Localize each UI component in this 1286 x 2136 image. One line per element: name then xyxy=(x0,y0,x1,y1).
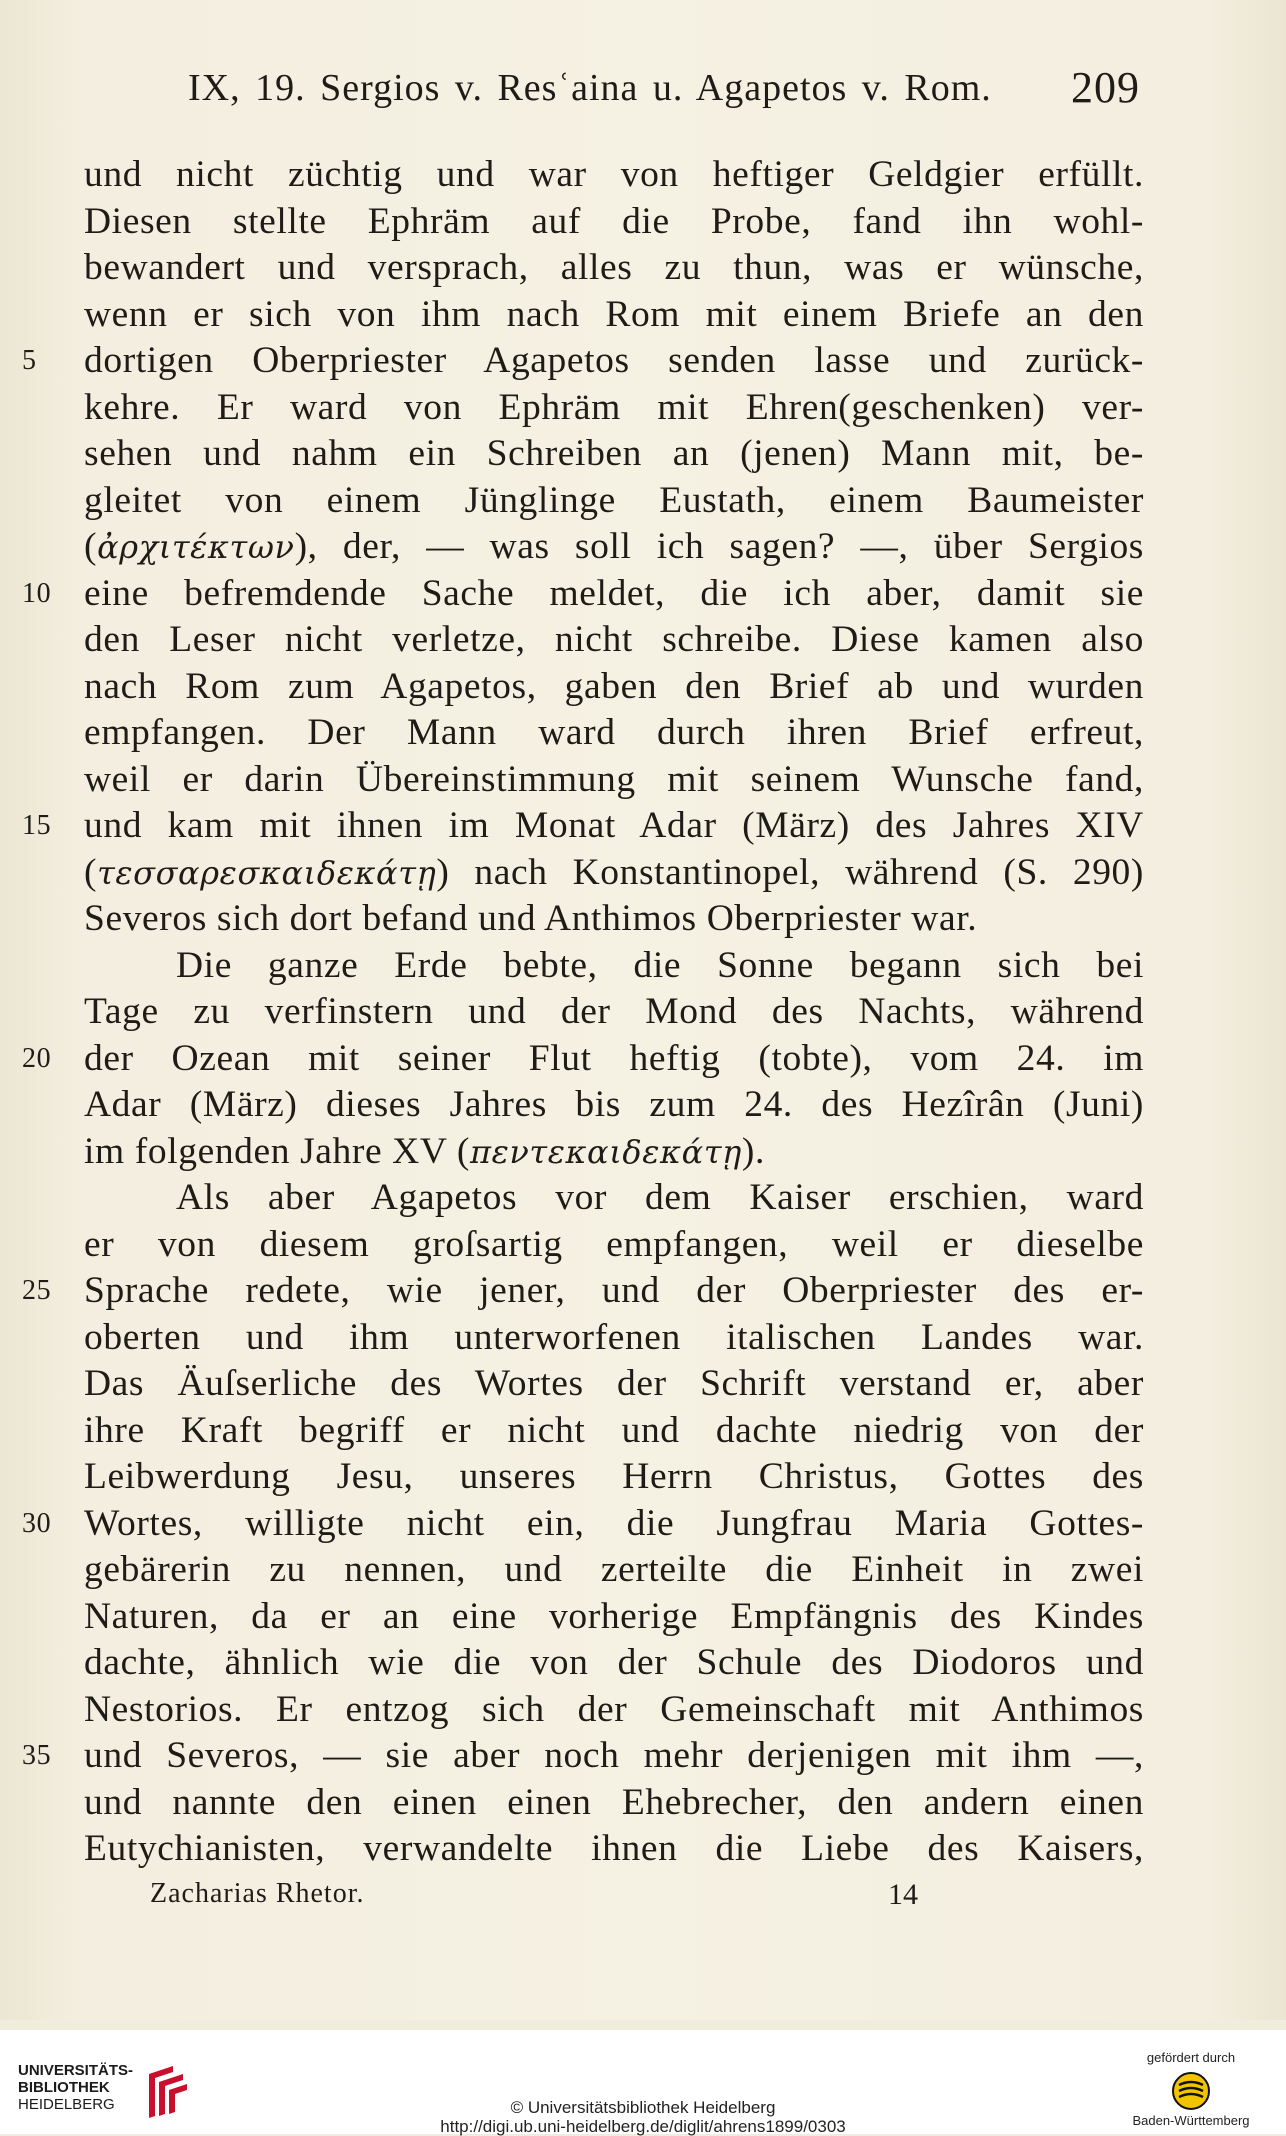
text-line xyxy=(22,1036,1144,1083)
line-text: Das Äuſserliche des Wortes der Schrift verstand er, aber xyxy=(84,1363,1144,1404)
line-text: Wortes, willigte nicht ein, die Jungfrau Maria Gottes- xyxy=(84,1502,1144,1544)
line-text: dachte, ähnlich wie die von der Schule des Diodoros und xyxy=(84,1642,1144,1683)
text-line xyxy=(84,199,1144,246)
text-line xyxy=(84,710,1144,757)
line-text: Die ganze Erde bebte, die Sonne begann sich bei xyxy=(176,944,1144,986)
running-head xyxy=(180,62,1140,122)
text-line xyxy=(22,1501,1144,1548)
text-line xyxy=(84,431,1144,478)
text-line xyxy=(84,1315,1144,1362)
line-text: Sprache redete, wie jener, und der Oberpriester des er- xyxy=(84,1270,1144,1311)
line-text: ihre Kraft begriff er nicht und dachte niedrig von der xyxy=(84,1409,1144,1451)
line-text: der Ozean mit seiner Flut heftig (tobte), vom 24. im xyxy=(84,1037,1144,1079)
signature-text: Zacharias Rhetor. xyxy=(150,1878,365,1909)
library-name-line1: UNIVERSITÄTS- xyxy=(18,2062,134,2079)
line-text: Leibwerdung Jesu, unseres Herrn Christus, Gottes des xyxy=(84,1456,1144,1497)
line-text: wenn er sich von ihm nach Rom mit einem Briefe an den xyxy=(84,293,1144,335)
text-line xyxy=(84,896,1144,943)
line-number: 35 xyxy=(22,1740,52,1771)
text-line xyxy=(84,664,1144,711)
line-text: dortigen Oberpriester Agapetos senden lasse und zurück- xyxy=(84,340,1144,381)
line-text: den Leser nicht verletze, nicht schreibe. Diese kamen also xyxy=(84,619,1144,660)
line-text: er von diesem groſsartig empfangen, weil er dieselbe xyxy=(84,1223,1144,1265)
line-text: und Severos, — sie aber noch mehr derjenigen mit ihm —, xyxy=(84,1735,1144,1776)
text-line xyxy=(84,478,1144,525)
text-line xyxy=(22,803,1144,850)
line-text: kehre. Er ward von Ephräm mit Ehren(geschenken) ver- xyxy=(84,386,1144,428)
line-text: im folgenden Jahre XV (πεντεκαιδεκάτῃ). xyxy=(84,1130,765,1172)
body-text xyxy=(22,152,1144,1873)
text-line xyxy=(84,1408,1144,1455)
text-line xyxy=(84,850,1144,897)
permalink-url[interactable]: http://digi.ub.uni-heidelberg.de/diglit/ahrens1899/0303 xyxy=(440,2117,846,2136)
text-line xyxy=(84,1780,1144,1827)
text-line xyxy=(84,943,1144,990)
text-line xyxy=(84,757,1144,804)
text-line xyxy=(84,1454,1144,1501)
text-line xyxy=(84,1222,1144,1269)
line-number: 20 xyxy=(22,1042,52,1074)
text-line xyxy=(84,1361,1144,1408)
library-name-line2: BIBLIOTHEK xyxy=(18,2079,110,2096)
text-line xyxy=(84,617,1144,664)
line-text: gebärerin zu nennen, und zerteilte die Einheit in zwei xyxy=(84,1549,1144,1590)
text-line xyxy=(84,292,1144,339)
line-text: Naturen, da er an eine vorherige Empfängnis des Kindes xyxy=(84,1595,1144,1637)
sponsor-label: gefördert durch xyxy=(1146,2050,1236,2065)
sponsor-name: Baden-Württemberg xyxy=(1132,2113,1250,2128)
line-text: bewandert und versprach, alles zu thun, was er wünsche, xyxy=(84,247,1144,288)
line-text: und nicht züchtig und war von heftiger Geldgier erfüllt. xyxy=(84,154,1144,195)
digitization-footer xyxy=(0,2030,1286,2134)
baden-wuerttemberg-crest-icon xyxy=(1171,2071,1211,2111)
text-line xyxy=(22,571,1144,618)
text-line xyxy=(84,1082,1144,1129)
line-text: (ἀρχιτέκτων), der, — was soll ich sagen? —, über Sergios xyxy=(84,526,1144,567)
line-text: und nannte den einen einen Ehebrecher, den andern einen xyxy=(84,1781,1144,1823)
line-text: gleitet von einem Jünglinge Eustath, einem Baumeister xyxy=(84,479,1144,521)
line-text: Tage zu verfinstern und der Mond des Nachts, während xyxy=(84,991,1144,1032)
line-text: Eutychianisten, verwandelte ihnen die Liebe des Kaisers, xyxy=(84,1828,1144,1869)
text-line xyxy=(22,338,1144,385)
line-text: Nestorios. Er entzog sich der Gemeinschaft mit Anthimos xyxy=(84,1688,1144,1730)
line-text: Adar (März) dieses Jahres bis zum 24. des Hezîrân (Juni) xyxy=(84,1084,1144,1125)
text-line xyxy=(22,1268,1144,1315)
page-number: 209 xyxy=(1071,63,1140,112)
signature-line xyxy=(150,1878,950,1918)
line-number: 15 xyxy=(22,810,52,841)
text-line xyxy=(84,245,1144,292)
text-line xyxy=(84,1640,1144,1687)
text-line xyxy=(84,1175,1144,1222)
text-line xyxy=(84,1129,1144,1176)
sponsor-block[interactable] xyxy=(1116,2050,1266,2130)
line-text: weil er darin Übereinstimmung mit seinem Wunsche fand, xyxy=(84,758,1144,800)
line-number: 25 xyxy=(22,1275,52,1306)
line-number: 10 xyxy=(22,577,52,609)
copyright-block xyxy=(0,2098,1286,2136)
line-text: eine befremdende Sache meldet, die ich aber, damit sie xyxy=(84,572,1144,614)
library-name-line3: HEIDELBERG xyxy=(18,2096,115,2113)
line-text: nach Rom zum Agapetos, gaben den Brief ab und wurden xyxy=(84,665,1144,707)
line-text: sehen und nahm ein Schreiben an (jenen) Mann mit, be- xyxy=(84,433,1144,474)
line-text: oberten und ihm unterworfenen italischen Landes war. xyxy=(84,1316,1144,1358)
text-line xyxy=(84,1687,1144,1734)
text-line xyxy=(84,524,1144,571)
line-text: (τεσσαρεσκαιδεκάτῃ) nach Konstantinopel, während (S. 290) xyxy=(84,851,1144,893)
text-line xyxy=(84,989,1144,1036)
text-line xyxy=(84,385,1144,432)
copyright-text: © Universitätsbibliothek Heidelberg xyxy=(510,2098,776,2117)
text-line xyxy=(84,1826,1144,1873)
running-head-title: IX, 19. Sergios v. Resʿaina u. Agapetos v. Rom. xyxy=(188,67,992,109)
text-line xyxy=(84,152,1144,199)
line-text: empfangen. Der Mann ward durch ihren Brief erfreut, xyxy=(84,712,1144,753)
line-text: Als aber Agapetos vor dem Kaiser erschien, ward xyxy=(176,1177,1144,1218)
signature-number: 14 xyxy=(888,1878,918,1911)
line-number: 5 xyxy=(22,345,37,376)
line-number: 30 xyxy=(22,1507,52,1539)
line-text: Severos sich dort befand und Anthimos Oberpriester war. xyxy=(84,898,978,939)
text-line xyxy=(84,1594,1144,1641)
line-text: und kam mit ihnen im Monat Adar (März) des Jahres XIV xyxy=(84,805,1144,846)
line-text: Diesen stellte Ephräm auf die Probe, fand ihn wohl- xyxy=(84,200,1144,242)
text-line xyxy=(22,1733,1144,1780)
text-line xyxy=(84,1547,1144,1594)
